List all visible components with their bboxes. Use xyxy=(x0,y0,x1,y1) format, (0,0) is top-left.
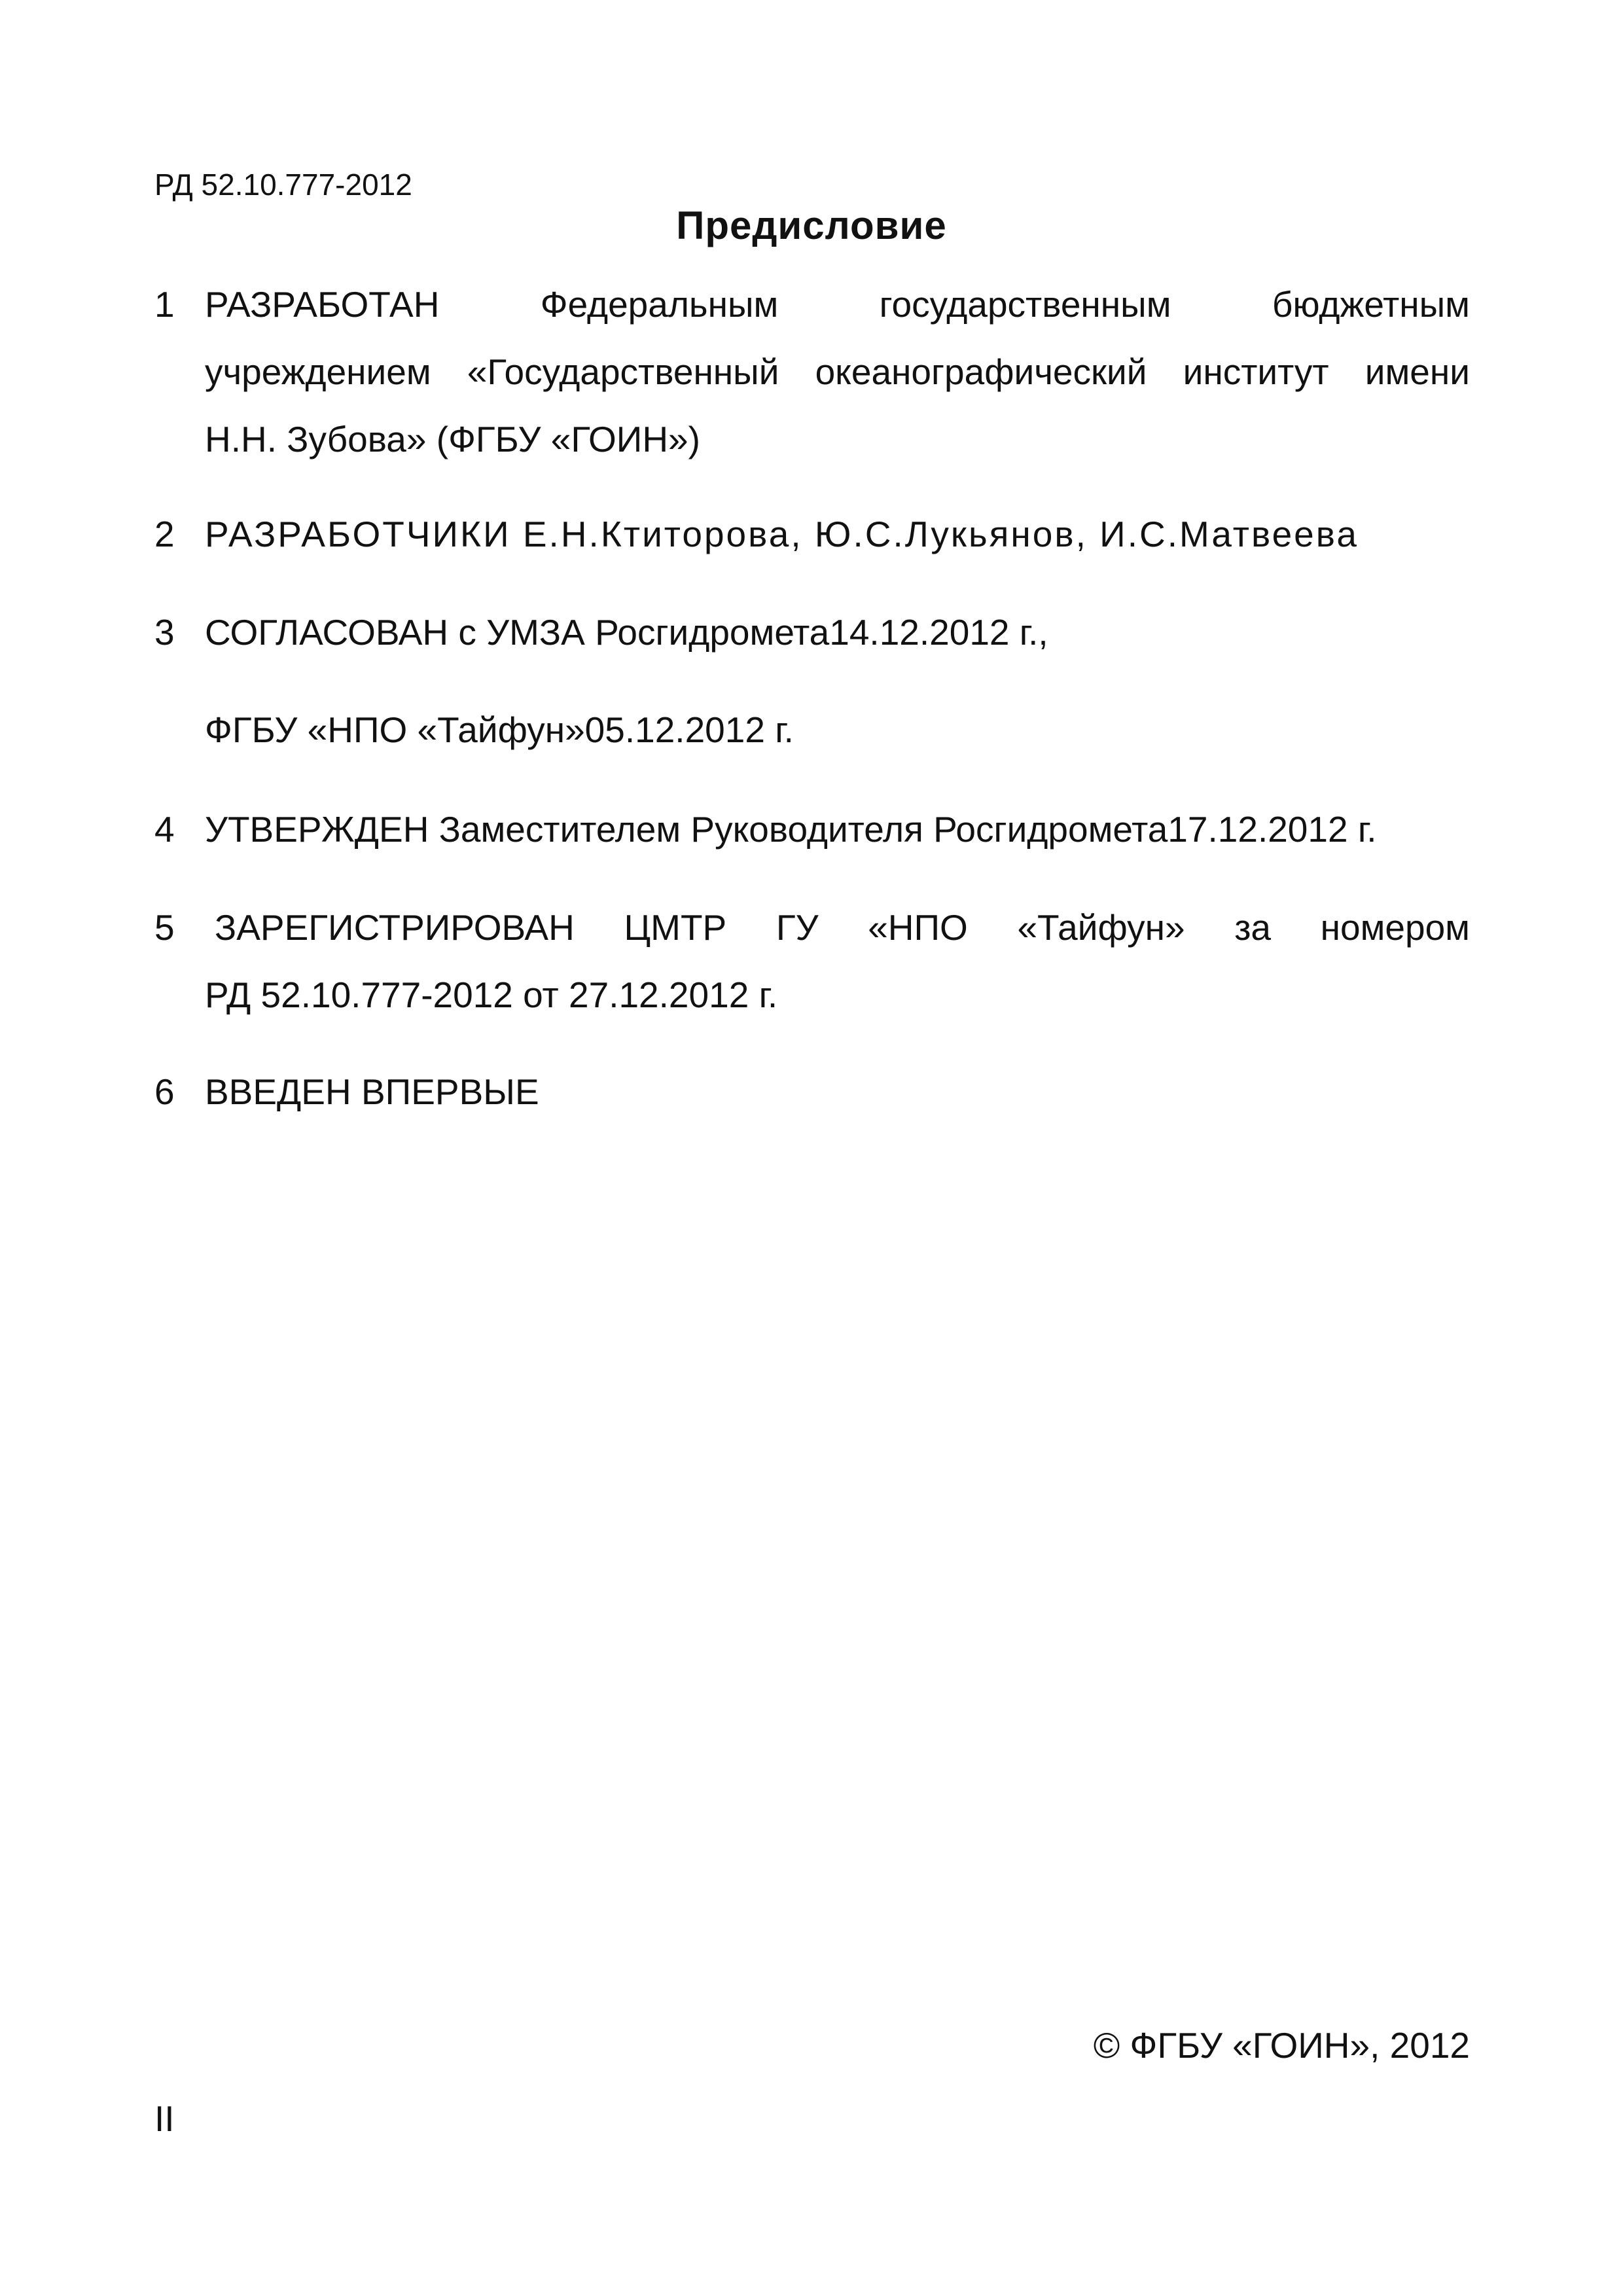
list-item-3-continuation xyxy=(154,696,1470,764)
list-item-line: учреждением «Государственный океанографический институт имени xyxy=(205,351,1470,392)
list-item-line: Н.Н. Зубова» (ФГБУ «ГОИН») xyxy=(205,419,700,459)
list-item-line: УТВЕРЖДЕН Заместителем Руководителя Росгидромета17.12.2012 г. xyxy=(205,809,1377,850)
page-title: Предисловие xyxy=(676,204,947,247)
list-item-text xyxy=(205,894,1470,1029)
list-item-number: 6 xyxy=(154,1071,175,1112)
list-item-line: РАЗРАБОТАН Федеральным государственным бюджетным xyxy=(205,284,1470,325)
list-item-line: ФГБУ «НПО «Тайфун»05.12.2012 г. xyxy=(205,709,794,750)
copyright-notice: © ФГБУ «ГОИН», 2012 xyxy=(1093,2025,1470,2066)
list-item-6 xyxy=(154,1058,1470,1126)
list-item-3 xyxy=(154,599,1470,666)
list-item-number: 1 xyxy=(154,284,175,325)
list-item-number: 4 xyxy=(154,809,175,850)
list-item-line: ЗАРЕГИСТРИРОВАН ЦМТР ГУ «НПО «Тайфун» за номером xyxy=(215,907,1470,948)
list-item-line: ВВЕДЕН ВПЕРВЫЕ xyxy=(205,1071,539,1112)
list-item-number: 5 xyxy=(154,907,175,948)
document-code: РД 52.10.777-2012 xyxy=(154,168,412,202)
list-item-line: СОГЛАСОВАН с УМЗА Росгидромета14.12.2012 г., xyxy=(205,612,1048,653)
list-item-line: РАЗРАБОТЧИКИ Е.Н.Ктиторова, Ю.С.Лукьянов, И.С.Матвеева xyxy=(205,514,1359,554)
list-item-number: 3 xyxy=(154,612,175,653)
list-item-4 xyxy=(154,796,1470,863)
list-item-5 xyxy=(154,894,1470,1029)
list-item-text xyxy=(205,271,1470,473)
page-number: II xyxy=(154,2098,175,2139)
list-item-line: РД 52.10.777-2012 от 27.12.2012 г. xyxy=(205,975,778,1015)
list-item-number: 2 xyxy=(154,514,175,554)
list-item-1 xyxy=(154,271,1470,473)
list-item-2 xyxy=(154,501,1470,568)
